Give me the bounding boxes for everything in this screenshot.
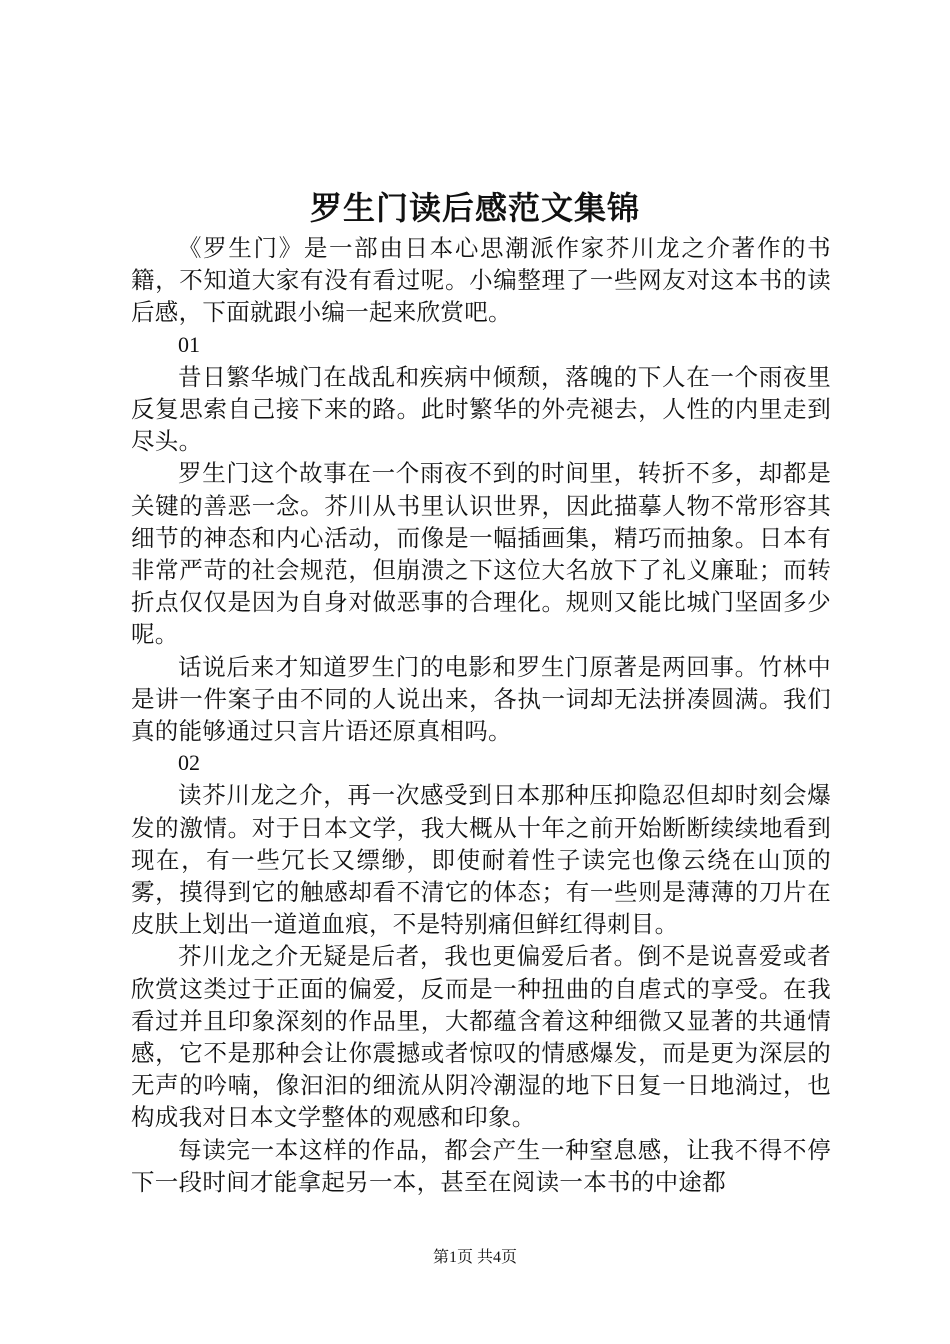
section2-paragraph-1: 读芥川龙之介，再一次感受到日本那种压抑隐忍但却时刻会爆发的激情。对于日本文学，我大概从十年之前开始断断续续地看到现在，有一些冗长又缥缈，即使耐着性子读完也像云绕在山顶的雾，摸得到它的触感却看不清它的体态；有一些则是薄薄的刀片在皮肤上划出一道道血痕，不是特别痛但鲜红得刺目。: [131, 781, 831, 939]
section1-paragraph-1: 昔日繁华城门在战乱和疾病中倾颓，落魄的下人在一个雨夜里反复思索自己接下来的路。此时繁华的外壳褪去，人性的内里走到尽头。: [131, 362, 831, 456]
section1-paragraph-2: 罗生门这个故事在一个雨夜不到的时间里，转折不多，却都是关键的善恶一念。芥川从书里认识世界，因此描摹人物不常形容其细节的神态和内心活动，而像是一幅插画集，精巧而抽象。日本有非常严苛的社会规范，但崩溃之下这位大名放下了礼义廉耻；而转折点仅仅是因为自身对做恶事的合理化。规则又能比城门坚固多少呢。: [131, 459, 831, 649]
section-number-02: 02: [178, 750, 200, 776]
section2-paragraph-2: 芥川龙之介无疑是后者，我也更偏爱后者。倒不是说喜爱或者欣赏这类过于正面的偏爱，反而是一种扭曲的自虐式的享受。在我看过并且印象深刻的作品里，大都蕴含着这种细微又显著的共通情感，它不是那种会让你震撼或者惊叹的情感爆发，而是更为深层的无声的吟喃，像汩汩的细流从阴冷潮湿的地下日复一日地淌过，也构成我对日本文学整体的观感和印象。: [131, 942, 831, 1132]
page-footer: 第1页 共4页: [432, 1249, 517, 1266]
section1-paragraph-3: 话说后来才知道罗生门的电影和罗生门原著是两回事。竹林中是讲一件案子由不同的人说出来，各执一词却无法拼凑圆满。我们真的能够通过只言片语还原真相吗。: [131, 652, 831, 746]
section-number-01: 01: [178, 331, 200, 357]
intro-paragraph: 《罗生门》是一部由日本心思潮派作家芥川龙之介著作的书籍，不知道大家有没有看过呢。小编整理了一些网友对这本书的读后感，下面就跟小编一起来欣赏吧。: [131, 234, 831, 327]
section2-paragraph-3: 每读完一本这样的作品，都会产生一种窒息感，让我不得不停下一段时间才能拿起另一本，甚至在阅读一本书的中途都: [131, 1135, 831, 1196]
document-body: [131, 232, 831, 1198]
document-title: 罗生门读后感范文集锦: [309, 189, 640, 227]
